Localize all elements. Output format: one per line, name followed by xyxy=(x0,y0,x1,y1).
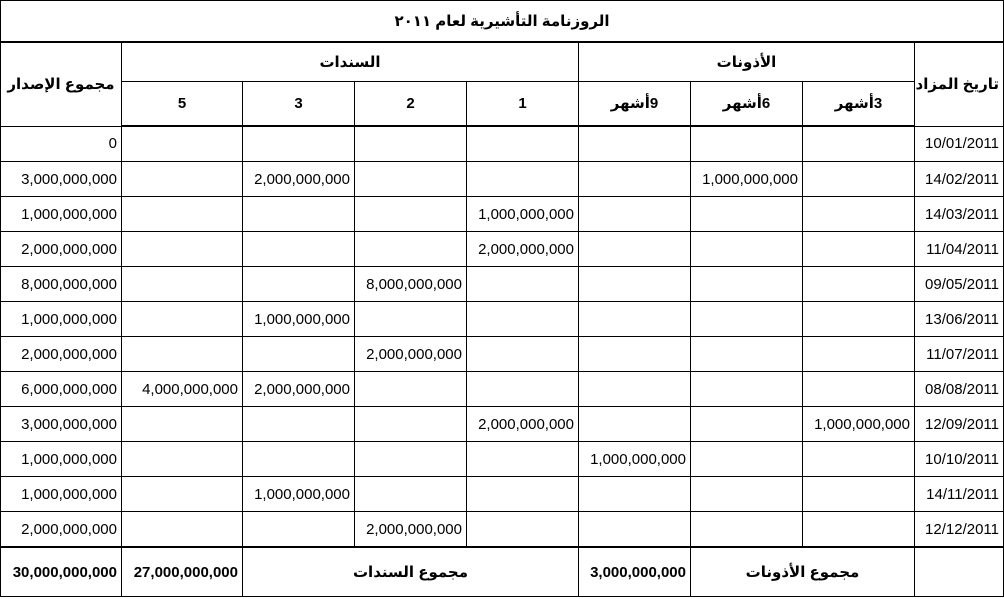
bond-3-cell: 1,000,000,000 xyxy=(243,302,355,337)
bond-5-cell xyxy=(122,162,243,197)
bond-5-cell xyxy=(122,267,243,302)
bill-9m-cell xyxy=(579,267,691,302)
bill-3m-cell xyxy=(803,232,915,267)
bond-3-cell xyxy=(243,337,355,372)
bill-9m-cell xyxy=(579,337,691,372)
bond-2-cell xyxy=(355,126,467,162)
table-row xyxy=(1,512,1004,548)
bill-3m-cell xyxy=(803,162,915,197)
header-bond-2: 2 xyxy=(355,82,467,127)
header-bill-3m: 3أشهر xyxy=(803,82,915,127)
bond-2-cell: 2,000,000,000 xyxy=(355,512,467,548)
bill-6m-cell xyxy=(691,442,803,477)
bond-3-cell xyxy=(243,232,355,267)
auction-date-cell: 10/10/2011 xyxy=(915,442,1004,477)
header-bonds-group: السندات xyxy=(122,42,579,82)
total-issuance-cell: 1,000,000,000 xyxy=(1,302,122,337)
bill-6m-cell xyxy=(691,126,803,162)
auction-date-cell: 14/02/2011 xyxy=(915,162,1004,197)
bond-3-cell xyxy=(243,407,355,442)
tenor-header-row xyxy=(1,82,1004,127)
table-body xyxy=(1,126,1004,547)
auction-date-cell: 09/05/2011 xyxy=(915,267,1004,302)
bill-9m-cell xyxy=(579,302,691,337)
bill-6m-cell xyxy=(691,197,803,232)
bills-total-label: مجموع الأذونات xyxy=(691,547,915,597)
bond-5-cell: 4,000,000,000 xyxy=(122,372,243,407)
bond-3-cell: 1,000,000,000 xyxy=(243,477,355,512)
bond-2-cell xyxy=(355,197,467,232)
auction-date-cell: 11/07/2011 xyxy=(915,337,1004,372)
auction-date-cell: 12/12/2011 xyxy=(915,512,1004,548)
auction-date-cell: 10/01/2011 xyxy=(915,126,1004,162)
table-row xyxy=(1,162,1004,197)
bonds-total-label: مجموع السندات xyxy=(243,547,579,597)
bill-6m-cell xyxy=(691,337,803,372)
group-header-row xyxy=(1,42,1004,82)
bill-6m-cell xyxy=(691,407,803,442)
table-row xyxy=(1,442,1004,477)
bond-3-cell: 2,000,000,000 xyxy=(243,372,355,407)
bond-3-cell xyxy=(243,126,355,162)
bill-6m-cell: 1,000,000,000 xyxy=(691,162,803,197)
auction-date-cell: 13/06/2011 xyxy=(915,302,1004,337)
total-issuance-cell: 1,000,000,000 xyxy=(1,197,122,232)
total-issuance-cell: 8,000,000,000 xyxy=(1,267,122,302)
totals-empty-cell xyxy=(915,547,1004,597)
bill-9m-cell xyxy=(579,407,691,442)
table-title: الروزنامة التأشيرية لعام ٢٠١١ xyxy=(1,1,1004,43)
total-issuance-cell: 2,000,000,000 xyxy=(1,512,122,548)
bond-5-cell xyxy=(122,512,243,548)
bond-1-cell: 2,000,000,000 xyxy=(467,232,579,267)
totals-row xyxy=(1,547,1004,597)
table-row xyxy=(1,407,1004,442)
bill-3m-cell: 1,000,000,000 xyxy=(803,407,915,442)
bill-9m-cell xyxy=(579,126,691,162)
bill-6m-cell xyxy=(691,267,803,302)
total-issuance-cell: 1,000,000,000 xyxy=(1,442,122,477)
auction-date-cell: 08/08/2011 xyxy=(915,372,1004,407)
bond-2-cell xyxy=(355,372,467,407)
bond-3-cell xyxy=(243,442,355,477)
bill-3m-cell xyxy=(803,197,915,232)
bond-1-cell xyxy=(467,126,579,162)
header-bills-group: الأذونات xyxy=(579,42,915,82)
header-bond-3: 3 xyxy=(243,82,355,127)
bill-9m-cell: 1,000,000,000 xyxy=(579,442,691,477)
table-row xyxy=(1,302,1004,337)
bill-3m-cell xyxy=(803,302,915,337)
bond-5-cell xyxy=(122,407,243,442)
bill-3m-cell xyxy=(803,477,915,512)
total-issuance-cell: 2,000,000,000 xyxy=(1,337,122,372)
table-row xyxy=(1,337,1004,372)
bill-3m-cell xyxy=(803,337,915,372)
auction-date-cell: 14/11/2011 xyxy=(915,477,1004,512)
bond-1-cell xyxy=(467,477,579,512)
bond-2-cell xyxy=(355,162,467,197)
table-row xyxy=(1,197,1004,232)
bill-9m-cell xyxy=(579,372,691,407)
total-issuance-cell: 6,000,000,000 xyxy=(1,372,122,407)
bond-2-cell: 8,000,000,000 xyxy=(355,267,467,302)
total-issuance-cell: 1,000,000,000 xyxy=(1,477,122,512)
bond-5-cell xyxy=(122,126,243,162)
bond-2-cell xyxy=(355,232,467,267)
bond-1-cell xyxy=(467,267,579,302)
bill-9m-cell xyxy=(579,477,691,512)
bill-9m-cell xyxy=(579,232,691,267)
header-total-issuance: مجموع الإصدار xyxy=(1,42,122,126)
total-issuance-cell: 3,000,000,000 xyxy=(1,162,122,197)
bill-6m-cell xyxy=(691,477,803,512)
bill-9m-cell xyxy=(579,512,691,548)
bond-5-cell xyxy=(122,442,243,477)
bill-3m-cell xyxy=(803,512,915,548)
bond-2-cell xyxy=(355,302,467,337)
header-bill-6m: 6أشهر xyxy=(691,82,803,127)
total-issuance-cell: 3,000,000,000 xyxy=(1,407,122,442)
bills-total-value: 3,000,000,000 xyxy=(579,547,691,597)
bill-6m-cell xyxy=(691,302,803,337)
bill-3m-cell xyxy=(803,372,915,407)
bond-3-cell: 2,000,000,000 xyxy=(243,162,355,197)
bond-5-cell xyxy=(122,337,243,372)
bond-5-cell xyxy=(122,197,243,232)
bond-2-cell: 2,000,000,000 xyxy=(355,337,467,372)
total-issuance-cell: 2,000,000,000 xyxy=(1,232,122,267)
grand-total-value: 30,000,000,000 xyxy=(1,547,122,597)
bond-2-cell xyxy=(355,477,467,512)
bond-2-cell xyxy=(355,442,467,477)
header-bill-9m: 9أشهر xyxy=(579,82,691,127)
table-row xyxy=(1,126,1004,162)
bond-2-cell xyxy=(355,407,467,442)
header-auction-date: تاريخ المزاد xyxy=(915,42,1004,126)
total-issuance-cell: 0 xyxy=(1,126,122,162)
bond-1-cell xyxy=(467,372,579,407)
bill-3m-cell xyxy=(803,267,915,302)
bill-9m-cell xyxy=(579,162,691,197)
bill-6m-cell xyxy=(691,372,803,407)
auction-date-cell: 14/03/2011 xyxy=(915,197,1004,232)
auction-date-cell: 11/04/2011 xyxy=(915,232,1004,267)
bill-6m-cell xyxy=(691,232,803,267)
table-row xyxy=(1,372,1004,407)
bond-1-cell: 2,000,000,000 xyxy=(467,407,579,442)
bond-3-cell xyxy=(243,512,355,548)
header-bond-5: 5 xyxy=(122,82,243,127)
bond-5-cell xyxy=(122,302,243,337)
bond-1-cell xyxy=(467,337,579,372)
header-bond-1: 1 xyxy=(467,82,579,127)
bill-3m-cell xyxy=(803,126,915,162)
bond-5-cell xyxy=(122,232,243,267)
bond-5-cell xyxy=(122,477,243,512)
bill-6m-cell xyxy=(691,512,803,548)
auction-date-cell: 12/09/2011 xyxy=(915,407,1004,442)
bill-9m-cell xyxy=(579,197,691,232)
table-row xyxy=(1,232,1004,267)
table-row xyxy=(1,267,1004,302)
bonds-total-value: 27,000,000,000 xyxy=(122,547,243,597)
bond-1-cell xyxy=(467,162,579,197)
bond-1-cell: 1,000,000,000 xyxy=(467,197,579,232)
bond-1-cell xyxy=(467,302,579,337)
title-row xyxy=(1,1,1004,43)
bond-3-cell xyxy=(243,197,355,232)
bond-3-cell xyxy=(243,267,355,302)
bill-3m-cell xyxy=(803,442,915,477)
table-row xyxy=(1,477,1004,512)
bond-1-cell xyxy=(467,512,579,548)
bond-1-cell xyxy=(467,442,579,477)
